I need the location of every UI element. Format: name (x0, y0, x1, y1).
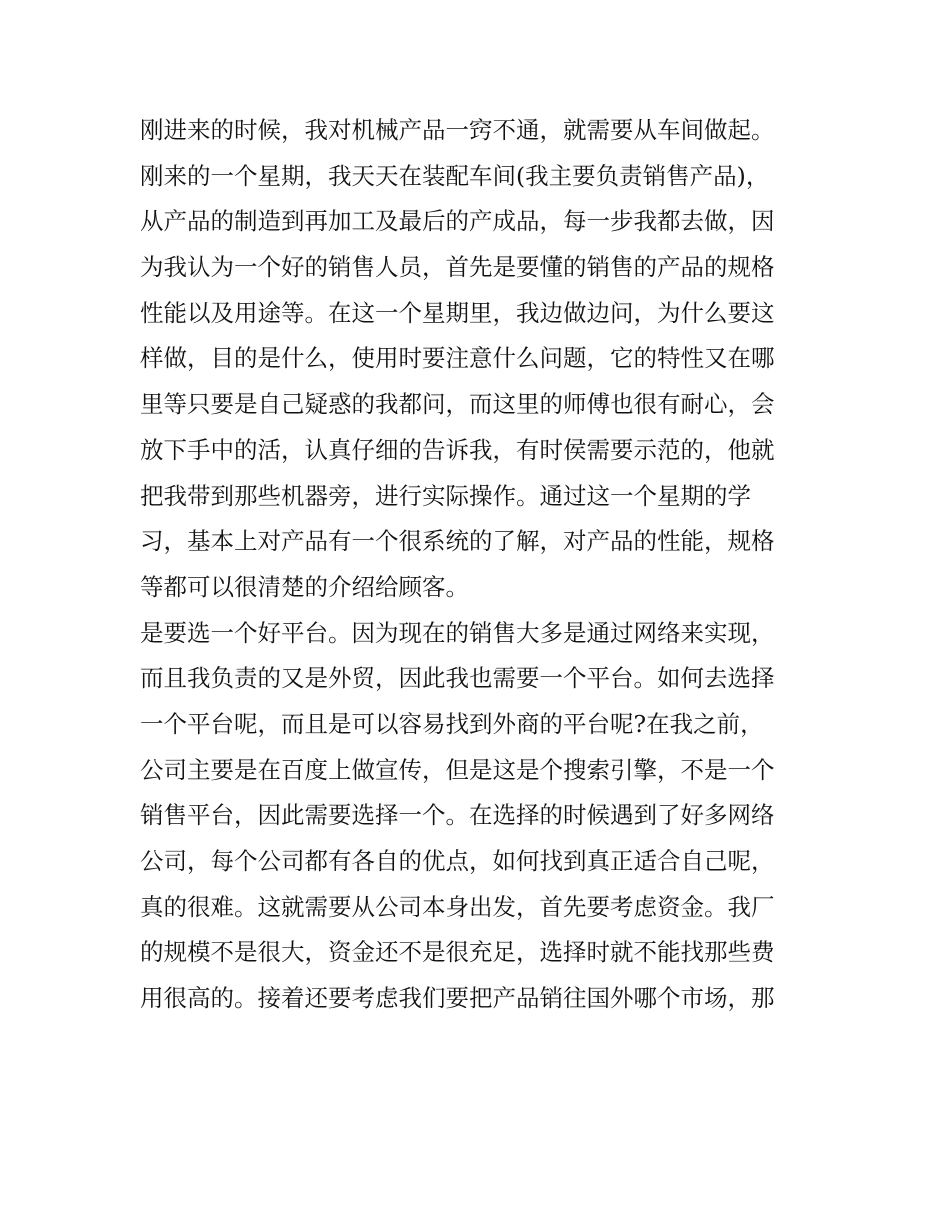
text-line: 刚来的一个星期，我天天在装配车间(我主要负责销售产品)， (140, 161, 770, 190)
text-line: 公司主要是在百度上做宣传，但是这是个搜索引擎，不是一个 (140, 755, 775, 784)
text-line: 把我带到那些机器旁，进行实际操作。通过这一个星期的学 (140, 481, 751, 510)
text-line: 刚进来的时候，我对机械产品一窍不通，就需要从车间做起。 (140, 116, 775, 144)
text-line: 销售平台，因此需要选择一个。在选择的时候遇到了好多网络 (140, 801, 775, 830)
text-line: 公司，每个公司都有各自的优点，如何找到真正适合自己呢， (140, 847, 775, 875)
text-line: 习，基本上对产品有一个很系统的了解，对产品的性能，规格 (140, 527, 775, 556)
text-line: 的规模不是很大，资金还不是很充足，选择时就不能找那些费 (140, 938, 775, 967)
text-line: 真的很难。这就需要从公司本身出发，首先要考虑资金。我厂 (140, 892, 775, 921)
text-line: 性能以及用途等。在这一个星期里，我边做边问，为什么要这 (140, 298, 775, 327)
text-line: 里等只要是自己疑惑的我都问，而这里的师傅也很有耐心，会 (140, 390, 775, 419)
text-line: 为我认为一个好的销售人员，首先是要懂的销售的产品的规格 (140, 253, 775, 282)
text-line: 等都可以很清楚的介绍给顾客。 (140, 572, 469, 601)
text-line: 一个平台呢，而且是可以容易找到外商的平台呢?在我之前， (140, 709, 764, 738)
text-line: 用很高的。接着还要考虑我们要把产品销往国外哪个市场，那 (140, 984, 775, 1013)
text-line: 从产品的制造到再加工及最后的产成品，每一步我都去做，因 (140, 207, 775, 236)
body-text (140, 108, 820, 1022)
text-line: 而且我负责的又是外贸，因此我也需要一个平台。如何去选择 (140, 664, 775, 693)
text-line: 放下手中的活，认真仔细的告诉我，有时侯需要示范的，他就 (140, 435, 775, 464)
text-line: 样做，目的是什么，使用时要注意什么问题，它的特性又在哪 (140, 344, 775, 373)
text-line: 是要选一个好平台。因为现在的销售大多是通过网络来实现， (140, 618, 775, 647)
